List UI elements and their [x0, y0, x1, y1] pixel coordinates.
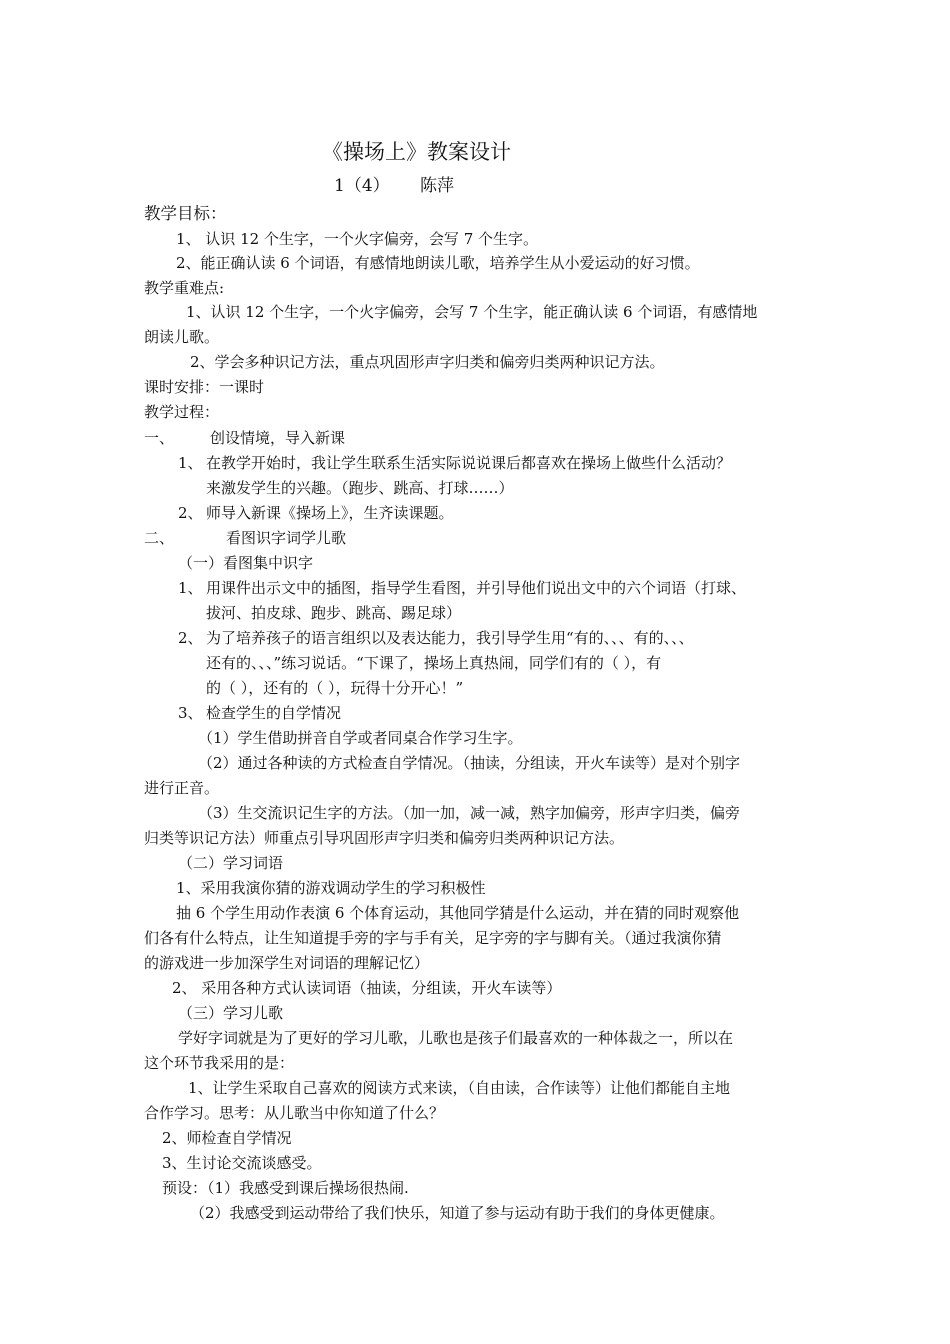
text-line: 朗读儿歌。 — [144, 328, 220, 346]
text-line: 2、学会多种识记方法，重点巩固形声字归类和偏旁归类两种识记方法。 — [190, 353, 665, 371]
text-line: （1）学生借助拼音自学或者同桌合作学习生字。 — [198, 729, 523, 747]
text-line: 进行正音。 — [144, 779, 220, 797]
text-line: 合作学习。思考：从儿歌当中你知道了什么？ — [144, 1104, 445, 1122]
text-line: 为了培养孩子的语言组织以及表达能力，我引导学生用“有的、、、有的、、、 — [206, 629, 694, 647]
text-line: 抽 6 个学生用动作表演 6 个体育运动，其他同学猜是什么运动，并在猜的同时观察他 — [176, 904, 740, 922]
section-heading: 教学重难点: — [144, 279, 225, 297]
text-line: 用课件出示文中的插图，指导学生看图，并引导他们说出文中的六个词语（打球、 — [206, 579, 747, 597]
text-line: 们各有什么特点，让生知道提手旁的字与手有关，足字旁的字与脚有关。（通过我演你猜 — [144, 929, 722, 947]
text-line: （2）通过各种读的方式检查自学情况。（抽读，分组读，开火车读等）是对个别字 — [198, 754, 741, 772]
subheading: （三）学习儿歌 — [178, 1004, 284, 1022]
subheading: 看图识字词学儿歌 — [226, 529, 347, 547]
text-line: 归类等识记方法）师重点引导巩固形声字归类和偏旁归类两种识记方法。 — [144, 829, 625, 847]
text-line: 1、采用我演你猜的游戏调动学生的学习积极性 — [176, 879, 486, 897]
text-line: 3、生讨论交流谈感受。 — [162, 1154, 322, 1172]
text-line: （2）我感受到运动带给了我们快乐，知道了参与运动有助于我们的身体更健康。 — [190, 1204, 725, 1222]
text-line: （3）生交流识记生字的方法。（加一加，减一减，熟字加偏旁，形声字归类，偏旁 — [198, 804, 741, 822]
text-line: 来激发学生的兴趣。（跑步、跳高、打球……） — [206, 479, 514, 497]
text-line: 学好字词就是为了更好的学习儿歌，儿歌也是孩子们最喜欢的一种体裁之一，所以在 — [178, 1029, 734, 1047]
text-line: 1、认识 12 个生字，一个火字偏旁，会写 7 个生字，能正确认读 6 个词语，有感情地 — [186, 303, 758, 321]
text-line: 预设：（1）我感受到课后操场很热闹. — [162, 1179, 409, 1197]
list-number: 3、 — [178, 704, 203, 722]
subheading: （二）学习词语 — [178, 854, 284, 872]
list-number: 2、 — [178, 504, 203, 522]
section-heading: 教学过程： — [144, 403, 220, 421]
text-line: 师导入新课《操场上》，生齐读课题。 — [206, 504, 454, 522]
text-line: 拔河、拍皮球、跑步、跳高、踢足球） — [206, 604, 462, 622]
text-line: 2、 采用各种方式认读词语（抽读，分组读，开火车读等） — [172, 979, 562, 997]
text-line: 2、能正确认读 6 个词语，有感情地朗读儿歌，培养学生从小爱运动的好习惯。 — [176, 254, 700, 272]
author-name: 陈萍 — [420, 176, 454, 196]
list-number: 1、 — [178, 454, 203, 472]
class-label: 1（4） — [334, 176, 390, 196]
list-number: 一、 — [144, 429, 175, 447]
list-number: 二、 — [144, 529, 175, 547]
list-number: 2、 — [178, 629, 203, 647]
subheading: 创设情境，导入新课 — [210, 429, 346, 447]
subheading: （一）看图集中识字 — [178, 554, 314, 572]
section-heading: 课时安排：一课时 — [144, 378, 265, 396]
list-number: 1、 — [178, 579, 203, 597]
text-line: 1、让学生采取自己喜欢的阅读方式来读，（自由读，合作读等）让他们都能自主地 — [188, 1079, 731, 1097]
section-heading: 教学目标： — [144, 204, 227, 223]
text-line: 的（ ），还有的（ ），玩得十分开心！” — [206, 679, 464, 697]
text-line: 的游戏进一步加深学生对词语的理解记忆） — [144, 954, 430, 972]
text-line: 在教学开始时，我让学生联系生活实际说说课后都喜欢在操场上做些什么活动？ — [206, 454, 732, 472]
document-title: 《操场上》教案设计 — [322, 140, 511, 164]
text-line: 这个环节我采用的是： — [144, 1054, 295, 1072]
text-line: 检查学生的自学情况 — [206, 704, 342, 722]
text-line: 2、师检查自学情况 — [162, 1129, 292, 1147]
text-line: 还有的、、、”练习说话。“下课了，操场上真热闹，同学们有的（ ），有 — [206, 654, 662, 672]
text-line: 1、 认识 12 个生字，一个火字偏旁，会写 7 个生字。 — [176, 230, 539, 248]
